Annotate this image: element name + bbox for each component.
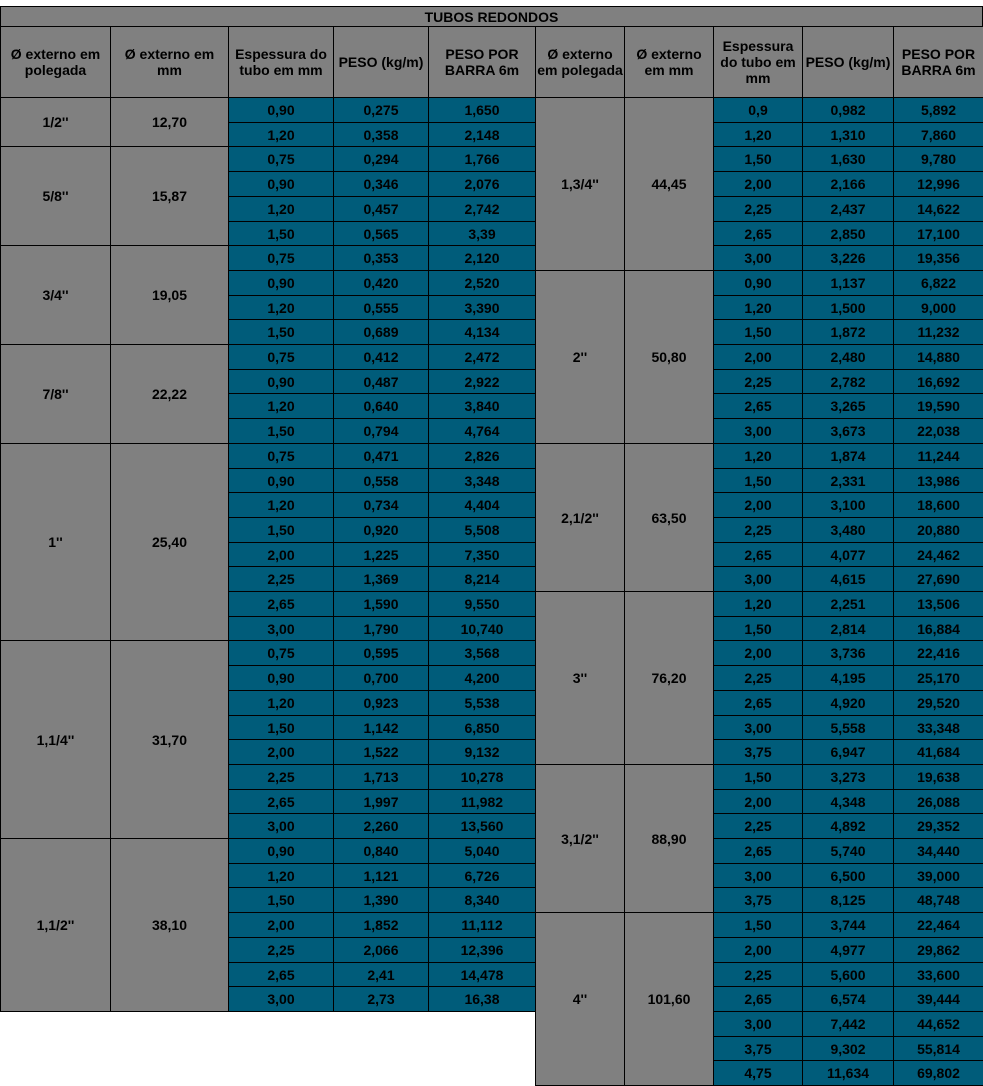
- right-weight-per-bar: 34,440: [893, 838, 983, 864]
- right-outer-diameter-inch: 3,1/2'': [535, 764, 625, 913]
- right-weight-per-bar: 16,884: [893, 616, 983, 641]
- right-wall-thickness: 2,00: [713, 640, 803, 666]
- left-wall-thickness: 0,75: [228, 640, 334, 666]
- left-outer-diameter-mm: 22,22: [110, 344, 229, 444]
- left-weight-kg-m: 0,358: [333, 122, 429, 147]
- left-weight-per-bar: 4,200: [428, 665, 536, 691]
- right-weight-kg-m: 1,872: [802, 319, 894, 345]
- right-weight-per-bar: 29,862: [893, 937, 983, 963]
- left-weight-per-bar: 8,340: [428, 887, 536, 913]
- right-wall-thickness: 1,50: [713, 912, 803, 938]
- left-outer-diameter-mm: 15,87: [110, 146, 229, 246]
- right-weight-kg-m: 6,947: [802, 739, 894, 765]
- left-wall-thickness: 0,90: [228, 665, 334, 691]
- right-wall-thickness: 2,00: [713, 937, 803, 963]
- left-weight-kg-m: 0,420: [333, 270, 429, 296]
- left-header-1: Ø externo em polegada: [0, 26, 111, 98]
- right-weight-per-bar: 33,600: [893, 962, 983, 987]
- left-wall-thickness: 1,50: [228, 517, 334, 543]
- left-weight-per-bar: 6,726: [428, 863, 536, 888]
- right-weight-per-bar: 25,170: [893, 665, 983, 691]
- left-wall-thickness: 2,25: [228, 764, 334, 790]
- left-wall-thickness: 3,00: [228, 813, 334, 839]
- right-weight-per-bar: 9,000: [893, 295, 983, 320]
- right-weight-kg-m: 5,600: [802, 962, 894, 987]
- right-weight-kg-m: 6,500: [802, 863, 894, 888]
- left-weight-per-bar: 2,148: [428, 122, 536, 147]
- left-wall-thickness: 1,50: [228, 418, 334, 444]
- right-wall-thickness: 0,90: [713, 270, 803, 296]
- right-weight-kg-m: 3,100: [802, 492, 894, 518]
- left-weight-kg-m: 0,923: [333, 690, 429, 716]
- right-wall-thickness: 2,00: [713, 344, 803, 370]
- right-weight-kg-m: 3,273: [802, 764, 894, 790]
- right-weight-per-bar: 29,520: [893, 690, 983, 716]
- left-wall-thickness: 0,75: [228, 146, 334, 172]
- right-weight-kg-m: 4,348: [802, 789, 894, 814]
- left-outer-diameter-mm: 19,05: [110, 245, 229, 345]
- left-weight-kg-m: 0,734: [333, 492, 429, 518]
- left-weight-per-bar: 5,538: [428, 690, 536, 716]
- left-wall-thickness: 3,00: [228, 616, 334, 641]
- left-weight-per-bar: 7,350: [428, 542, 536, 567]
- right-weight-kg-m: 1,137: [802, 270, 894, 296]
- left-weight-kg-m: 0,412: [333, 344, 429, 370]
- left-header-3: Espessura do tubo em mm: [228, 26, 334, 98]
- right-weight-per-bar: 11,244: [893, 443, 983, 469]
- right-weight-kg-m: 8,125: [802, 887, 894, 913]
- left-weight-kg-m: 1,225: [333, 542, 429, 567]
- left-weight-per-bar: 3,568: [428, 640, 536, 666]
- left-weight-per-bar: 14,478: [428, 962, 536, 987]
- left-weight-kg-m: 1,852: [333, 912, 429, 938]
- right-outer-diameter-mm: 101,60: [624, 912, 714, 1086]
- left-weight-kg-m: 0,840: [333, 838, 429, 864]
- left-outer-diameter-inch: 3/4'': [0, 245, 111, 345]
- left-wall-thickness: 1,20: [228, 690, 334, 716]
- right-weight-kg-m: 4,077: [802, 542, 894, 567]
- right-wall-thickness: 2,65: [713, 393, 803, 419]
- right-weight-per-bar: 14,622: [893, 196, 983, 222]
- right-wall-thickness: 2,65: [713, 690, 803, 716]
- left-weight-per-bar: 10,278: [428, 764, 536, 790]
- right-outer-diameter-inch: 1,3/4'': [535, 97, 625, 271]
- left-weight-per-bar: 3,39: [428, 221, 536, 246]
- left-weight-kg-m: 0,700: [333, 665, 429, 691]
- left-weight-per-bar: 2,120: [428, 245, 536, 271]
- left-weight-kg-m: 2,260: [333, 813, 429, 839]
- right-weight-per-bar: 11,232: [893, 319, 983, 345]
- left-header-2: Ø externo em mm: [110, 26, 229, 98]
- right-weight-per-bar: 19,638: [893, 764, 983, 790]
- right-weight-per-bar: 29,352: [893, 813, 983, 839]
- left-wall-thickness: 1,20: [228, 122, 334, 147]
- right-weight-kg-m: 11,634: [802, 1060, 894, 1086]
- right-wall-thickness: 2,25: [713, 813, 803, 839]
- right-wall-thickness: 3,00: [713, 245, 803, 271]
- right-weight-per-bar: 22,416: [893, 640, 983, 666]
- right-weight-per-bar: 22,464: [893, 912, 983, 938]
- left-weight-kg-m: 1,997: [333, 789, 429, 814]
- right-wall-thickness: 3,00: [713, 1011, 803, 1037]
- left-weight-per-bar: 4,134: [428, 319, 536, 345]
- left-weight-kg-m: 0,555: [333, 295, 429, 320]
- right-wall-thickness: 0,9: [713, 97, 803, 123]
- right-weight-kg-m: 2,251: [802, 591, 894, 617]
- right-header-5: PESO POR BARRA 6m: [893, 26, 983, 98]
- right-weight-per-bar: 12,996: [893, 171, 983, 197]
- left-wall-thickness: 0,90: [228, 171, 334, 197]
- right-weight-per-bar: 6,822: [893, 270, 983, 296]
- right-outer-diameter-inch: 2'': [535, 270, 625, 444]
- left-wall-thickness: 0,75: [228, 344, 334, 370]
- right-wall-thickness: 1,20: [713, 443, 803, 469]
- right-wall-thickness: 3,75: [713, 887, 803, 913]
- right-header-3: Espessura do tubo em mm: [713, 26, 803, 98]
- left-outer-diameter-inch: 7/8'': [0, 344, 111, 444]
- right-wall-thickness: 3,00: [713, 418, 803, 444]
- left-wall-thickness: 2,00: [228, 912, 334, 938]
- left-weight-per-bar: 1,650: [428, 97, 536, 123]
- right-wall-thickness: 3,00: [713, 715, 803, 740]
- left-outer-diameter-inch: 1/2'': [0, 97, 111, 147]
- left-weight-kg-m: 1,390: [333, 887, 429, 913]
- right-weight-kg-m: 1,874: [802, 443, 894, 469]
- right-weight-kg-m: 2,782: [802, 369, 894, 394]
- right-weight-per-bar: 14,880: [893, 344, 983, 370]
- left-wall-thickness: 0,75: [228, 245, 334, 271]
- right-wall-thickness: 1,20: [713, 122, 803, 147]
- right-weight-kg-m: 4,615: [802, 566, 894, 592]
- right-wall-thickness: 2,65: [713, 986, 803, 1012]
- left-outer-diameter-mm: 25,40: [110, 443, 229, 641]
- left-wall-thickness: 1,20: [228, 863, 334, 888]
- right-wall-thickness: 2,65: [713, 221, 803, 246]
- left-weight-kg-m: 0,558: [333, 468, 429, 493]
- left-weight-per-bar: 3,390: [428, 295, 536, 320]
- left-wall-thickness: 1,20: [228, 393, 334, 419]
- left-weight-kg-m: 0,565: [333, 221, 429, 246]
- left-weight-per-bar: 2,742: [428, 196, 536, 222]
- left-weight-kg-m: 0,294: [333, 146, 429, 172]
- left-weight-per-bar: 8,214: [428, 566, 536, 592]
- left-weight-per-bar: 9,550: [428, 591, 536, 617]
- right-wall-thickness: 3,00: [713, 566, 803, 592]
- right-wall-thickness: 4,75: [713, 1060, 803, 1086]
- left-weight-per-bar: 10,740: [428, 616, 536, 641]
- left-wall-thickness: 2,65: [228, 591, 334, 617]
- left-header-5: PESO POR BARRA 6m: [428, 26, 536, 98]
- right-weight-kg-m: 3,480: [802, 517, 894, 543]
- right-weight-kg-m: 3,226: [802, 245, 894, 271]
- right-weight-kg-m: 2,850: [802, 221, 894, 246]
- right-outer-diameter-mm: 44,45: [624, 97, 714, 271]
- left-weight-kg-m: 1,369: [333, 566, 429, 592]
- right-weight-kg-m: 2,437: [802, 196, 894, 222]
- right-weight-per-bar: 20,880: [893, 517, 983, 543]
- right-weight-kg-m: 3,744: [802, 912, 894, 938]
- right-weight-per-bar: 26,088: [893, 789, 983, 814]
- left-wall-thickness: 1,20: [228, 492, 334, 518]
- left-weight-kg-m: 1,522: [333, 739, 429, 765]
- left-weight-per-bar: 4,764: [428, 418, 536, 444]
- left-weight-kg-m: 0,794: [333, 418, 429, 444]
- right-weight-kg-m: 3,736: [802, 640, 894, 666]
- left-weight-per-bar: 2,520: [428, 270, 536, 296]
- right-weight-per-bar: 16,692: [893, 369, 983, 394]
- right-weight-kg-m: 4,977: [802, 937, 894, 963]
- left-weight-kg-m: 0,346: [333, 171, 429, 197]
- left-weight-per-bar: 6,850: [428, 715, 536, 740]
- right-wall-thickness: 2,00: [713, 171, 803, 197]
- left-weight-per-bar: 2,472: [428, 344, 536, 370]
- left-wall-thickness: 2,00: [228, 542, 334, 567]
- left-weight-kg-m: 1,790: [333, 616, 429, 641]
- left-wall-thickness: 2,00: [228, 739, 334, 765]
- left-wall-thickness: 0,90: [228, 97, 334, 123]
- left-wall-thickness: 1,50: [228, 715, 334, 740]
- left-weight-kg-m: 0,689: [333, 319, 429, 345]
- right-wall-thickness: 2,00: [713, 492, 803, 518]
- right-wall-thickness: 2,00: [713, 789, 803, 814]
- right-weight-kg-m: 4,920: [802, 690, 894, 716]
- left-wall-thickness: 0,90: [228, 270, 334, 296]
- left-wall-thickness: 2,65: [228, 962, 334, 987]
- right-weight-per-bar: 7,860: [893, 122, 983, 147]
- right-wall-thickness: 2,65: [713, 838, 803, 864]
- left-weight-per-bar: 3,348: [428, 468, 536, 493]
- left-outer-diameter-inch: 1'': [0, 443, 111, 641]
- right-outer-diameter-inch: 3'': [535, 591, 625, 765]
- right-wall-thickness: 1,20: [713, 295, 803, 320]
- right-wall-thickness: 1,50: [713, 616, 803, 641]
- right-weight-kg-m: 1,500: [802, 295, 894, 320]
- right-weight-kg-m: 2,814: [802, 616, 894, 641]
- left-outer-diameter-inch: 1,1/4'': [0, 640, 111, 839]
- right-weight-per-bar: 48,748: [893, 887, 983, 913]
- right-wall-thickness: 3,75: [713, 739, 803, 765]
- left-weight-kg-m: 0,640: [333, 393, 429, 419]
- right-wall-thickness: 2,25: [713, 517, 803, 543]
- left-wall-thickness: 0,90: [228, 838, 334, 864]
- right-weight-per-bar: 24,462: [893, 542, 983, 567]
- right-weight-per-bar: 5,892: [893, 97, 983, 123]
- left-wall-thickness: 1,20: [228, 295, 334, 320]
- right-weight-kg-m: 5,740: [802, 838, 894, 864]
- left-weight-kg-m: 1,713: [333, 764, 429, 790]
- left-wall-thickness: 0,75: [228, 443, 334, 469]
- right-outer-diameter-mm: 63,50: [624, 443, 714, 592]
- left-wall-thickness: 2,25: [228, 566, 334, 592]
- right-weight-per-bar: 13,986: [893, 468, 983, 493]
- left-weight-per-bar: 11,112: [428, 912, 536, 938]
- left-weight-kg-m: 1,590: [333, 591, 429, 617]
- right-weight-per-bar: 9,780: [893, 146, 983, 172]
- left-wall-thickness: 0,90: [228, 369, 334, 394]
- right-outer-diameter-mm: 76,20: [624, 591, 714, 765]
- right-weight-kg-m: 5,558: [802, 715, 894, 740]
- left-weight-per-bar: 2,826: [428, 443, 536, 469]
- left-weight-kg-m: 2,73: [333, 986, 429, 1012]
- right-weight-per-bar: 55,814: [893, 1036, 983, 1061]
- left-wall-thickness: 3,00: [228, 986, 334, 1012]
- left-weight-per-bar: 9,132: [428, 739, 536, 765]
- right-weight-kg-m: 9,302: [802, 1036, 894, 1061]
- right-weight-kg-m: 2,166: [802, 171, 894, 197]
- right-weight-per-bar: 27,690: [893, 566, 983, 592]
- left-weight-kg-m: 2,066: [333, 937, 429, 963]
- left-weight-per-bar: 16,38: [428, 986, 536, 1012]
- right-header-1: Ø externo em polegada: [535, 26, 625, 98]
- left-outer-diameter-mm: 31,70: [110, 640, 229, 839]
- right-wall-thickness: 3,75: [713, 1036, 803, 1061]
- left-wall-thickness: 1,50: [228, 319, 334, 345]
- left-outer-diameter-inch: 5/8'': [0, 146, 111, 246]
- right-weight-kg-m: 2,480: [802, 344, 894, 370]
- right-wall-thickness: 2,25: [713, 369, 803, 394]
- right-wall-thickness: 1,50: [713, 468, 803, 493]
- left-weight-per-bar: 13,560: [428, 813, 536, 839]
- left-weight-kg-m: 0,595: [333, 640, 429, 666]
- right-weight-per-bar: 41,684: [893, 739, 983, 765]
- left-weight-kg-m: 0,487: [333, 369, 429, 394]
- right-wall-thickness: 1,20: [713, 591, 803, 617]
- right-wall-thickness: 2,65: [713, 542, 803, 567]
- right-weight-per-bar: 69,802: [893, 1060, 983, 1086]
- left-weight-kg-m: 0,275: [333, 97, 429, 123]
- right-outer-diameter-inch: 2,1/2'': [535, 443, 625, 592]
- left-weight-kg-m: 0,457: [333, 196, 429, 222]
- left-wall-thickness: 1,20: [228, 196, 334, 222]
- right-weight-per-bar: 19,590: [893, 393, 983, 419]
- right-weight-kg-m: 4,892: [802, 813, 894, 839]
- left-outer-diameter-mm: 12,70: [110, 97, 229, 147]
- right-weight-per-bar: 17,100: [893, 221, 983, 246]
- left-weight-kg-m: 0,471: [333, 443, 429, 469]
- left-weight-kg-m: 1,142: [333, 715, 429, 740]
- left-weight-per-bar: 11,982: [428, 789, 536, 814]
- right-outer-diameter-mm: 88,90: [624, 764, 714, 913]
- left-weight-per-bar: 4,404: [428, 492, 536, 518]
- left-weight-per-bar: 12,396: [428, 937, 536, 963]
- left-weight-per-bar: 2,076: [428, 171, 536, 197]
- right-weight-per-bar: 13,506: [893, 591, 983, 617]
- right-weight-per-bar: 39,444: [893, 986, 983, 1012]
- right-wall-thickness: 1,50: [713, 764, 803, 790]
- left-wall-thickness: 1,50: [228, 887, 334, 913]
- right-header-4: PESO (kg/m): [802, 26, 894, 98]
- right-weight-per-bar: 44,652: [893, 1011, 983, 1037]
- left-weight-kg-m: 0,353: [333, 245, 429, 271]
- right-wall-thickness: 3,00: [713, 863, 803, 888]
- right-weight-kg-m: 3,673: [802, 418, 894, 444]
- right-wall-thickness: 2,25: [713, 962, 803, 987]
- right-weight-per-bar: 18,600: [893, 492, 983, 518]
- right-weight-kg-m: 2,331: [802, 468, 894, 493]
- left-weight-per-bar: 3,840: [428, 393, 536, 419]
- right-header-2: Ø externo em mm: [624, 26, 714, 98]
- left-outer-diameter-mm: 38,10: [110, 838, 229, 1012]
- right-wall-thickness: 1,50: [713, 319, 803, 345]
- right-weight-kg-m: 0,982: [802, 97, 894, 123]
- left-weight-kg-m: 0,920: [333, 517, 429, 543]
- left-weight-per-bar: 5,508: [428, 517, 536, 543]
- left-wall-thickness: 0,90: [228, 468, 334, 493]
- right-weight-kg-m: 1,310: [802, 122, 894, 147]
- left-outer-diameter-inch: 1,1/2'': [0, 838, 111, 1012]
- right-weight-kg-m: 1,630: [802, 146, 894, 172]
- left-weight-per-bar: 1,766: [428, 146, 536, 172]
- right-weight-per-bar: 33,348: [893, 715, 983, 740]
- right-weight-per-bar: 39,000: [893, 863, 983, 888]
- right-wall-thickness: 2,25: [713, 196, 803, 222]
- right-weight-per-bar: 19,356: [893, 245, 983, 271]
- left-wall-thickness: 1,50: [228, 221, 334, 246]
- table-title: TUBOS REDONDOS: [0, 6, 983, 27]
- right-outer-diameter-mm: 50,80: [624, 270, 714, 444]
- right-weight-kg-m: 6,574: [802, 986, 894, 1012]
- right-wall-thickness: 2,25: [713, 665, 803, 691]
- right-weight-per-bar: 22,038: [893, 418, 983, 444]
- right-weight-kg-m: 7,442: [802, 1011, 894, 1037]
- right-outer-diameter-inch: 4'': [535, 912, 625, 1086]
- right-wall-thickness: 1,50: [713, 146, 803, 172]
- right-weight-kg-m: 3,265: [802, 393, 894, 419]
- left-weight-per-bar: 2,922: [428, 369, 536, 394]
- left-weight-kg-m: 1,121: [333, 863, 429, 888]
- left-weight-per-bar: 5,040: [428, 838, 536, 864]
- left-header-4: PESO (kg/m): [333, 26, 429, 98]
- left-wall-thickness: 2,25: [228, 937, 334, 963]
- left-weight-kg-m: 2,41: [333, 962, 429, 987]
- left-wall-thickness: 2,65: [228, 789, 334, 814]
- right-weight-kg-m: 4,195: [802, 665, 894, 691]
